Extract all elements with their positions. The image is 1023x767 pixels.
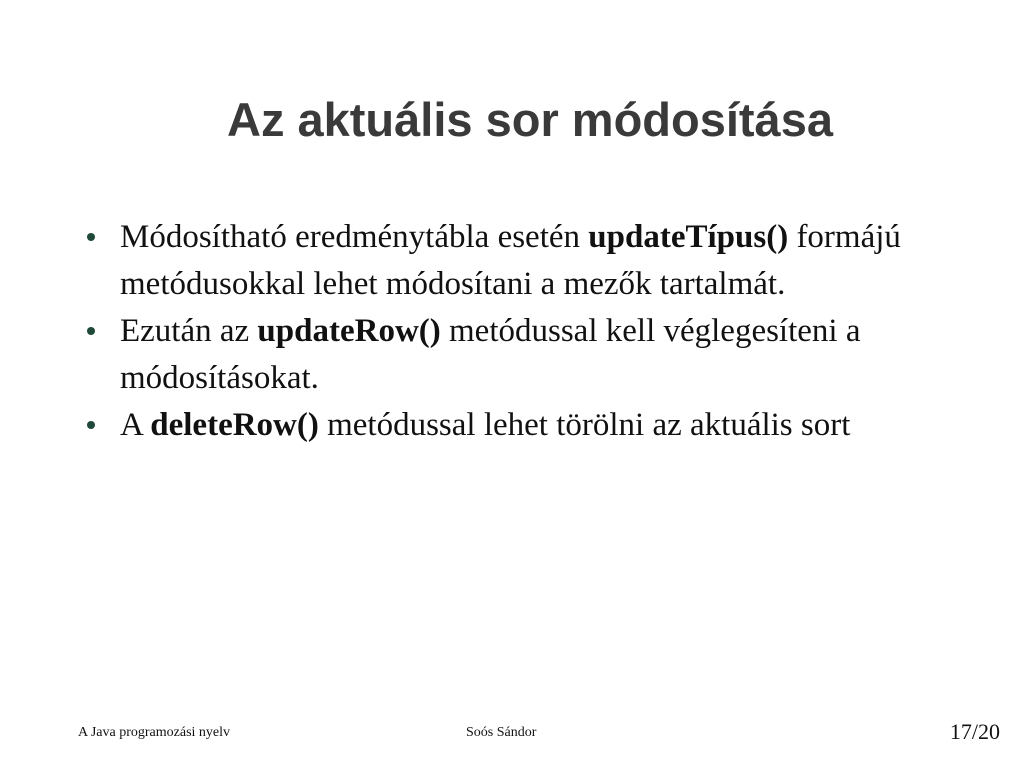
bullet-text-pre: A	[120, 407, 151, 443]
bullet-text-post: metódussal kell véglegesíteni a módosításokat.	[120, 313, 861, 396]
bullet-text-pre: Ezután az	[120, 313, 258, 349]
bullet-dot-icon	[87, 421, 95, 429]
bullet-text-pre: Módosítható eredménytábla esetén	[120, 219, 589, 255]
bullet-text-post: metódussal lehet törölni az aktuális sort	[318, 407, 851, 443]
bullet-list	[120, 214, 980, 449]
footer-course-title: A Java programozási nyelv	[78, 725, 231, 740]
bullet-method-name: updateRow()	[257, 313, 441, 349]
bullet-method-name: deleteRow()	[150, 407, 319, 443]
bullet-dot-icon	[87, 233, 95, 241]
bullet-item	[120, 308, 980, 402]
footer-page-number: 17/20	[949, 719, 1000, 744]
bullet-item	[120, 402, 980, 449]
bullet-item	[120, 214, 980, 308]
slide-title: Az aktuális sor módosítása	[227, 93, 833, 146]
bullet-text-post: formájú metódusokkal lehet módosítani a mezők tartalmát.	[120, 219, 901, 302]
bullet-dot-icon	[87, 327, 95, 335]
bullet-method-name: updateTípus()	[588, 219, 789, 255]
footer-author: Soós Sándor	[466, 725, 537, 740]
